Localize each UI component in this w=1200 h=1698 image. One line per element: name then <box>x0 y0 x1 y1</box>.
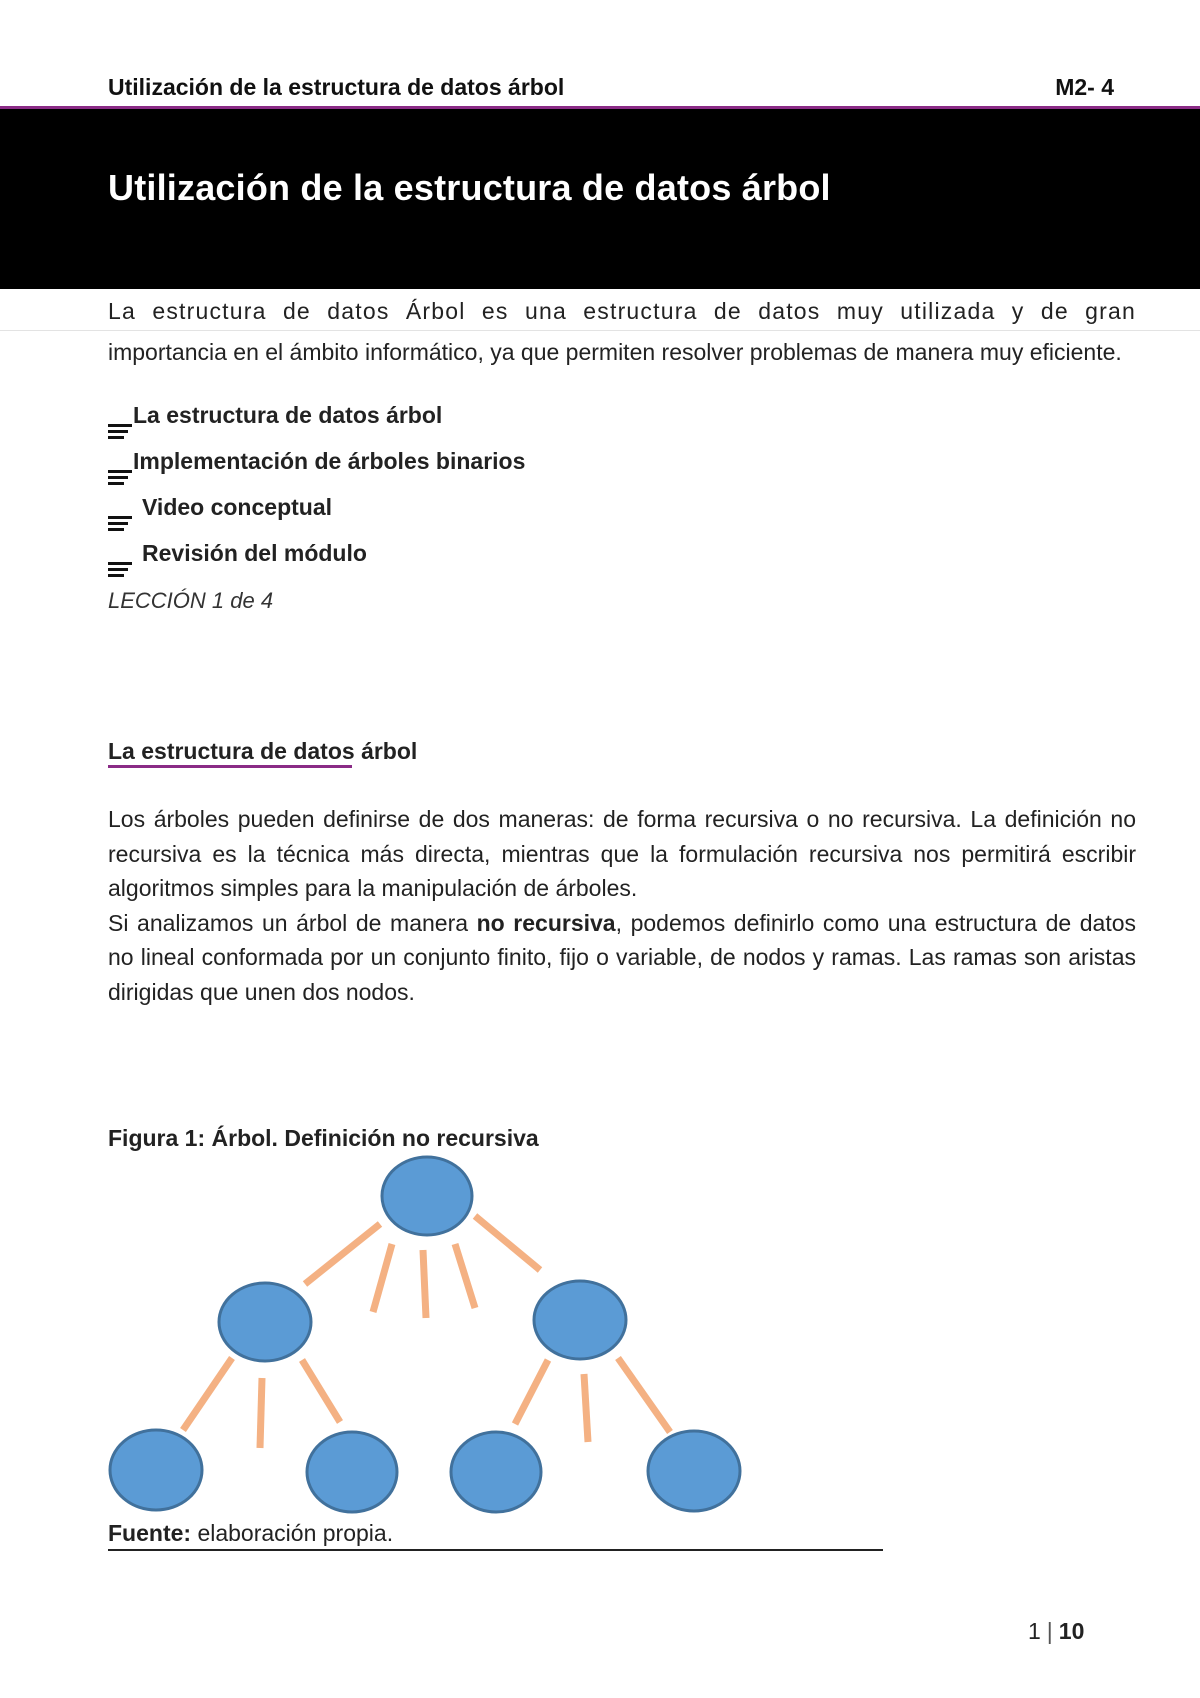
tree-edge <box>302 1360 340 1422</box>
tree-edge <box>183 1358 232 1430</box>
tree-edge <box>373 1244 392 1312</box>
page-separator: | <box>1046 1618 1053 1644</box>
page-title: Utilización de la estructura de datos árbol <box>108 167 831 208</box>
tree-node-leaf <box>110 1430 202 1510</box>
intro-line-1: La estructura de datos Árbol es una estructura de datos muy utilizada y de gran <box>108 298 1136 324</box>
tree-edge <box>305 1224 380 1284</box>
page-current: 1 <box>1028 1618 1041 1644</box>
para2-part-a: Si analizamos un árbol de manera <box>108 909 477 936</box>
tree-edge <box>455 1244 475 1308</box>
tree-edge <box>475 1216 540 1270</box>
lesson-item-label: Implementación de árboles binarios <box>133 448 526 474</box>
tree-node-root <box>382 1157 472 1235</box>
body-paragraph-1: Los árboles pueden definirse de dos maneras: de forma recursiva o no recursiva. La definición no recursiva es la técnica más directa, mientras que la formulación recursiva nos permitirá escribir algoritmos simples para la manipulación de árboles. <box>108 806 1136 901</box>
tree-edge <box>618 1358 670 1432</box>
figure-caption: Figura 1: Árbol. Definición no recursiva <box>108 1125 539 1151</box>
running-header-code: M2- 4 <box>1055 74 1114 100</box>
source-text: elaboración propia. <box>191 1520 394 1546</box>
tree-node-left <box>219 1283 311 1361</box>
tree-edge <box>260 1378 262 1448</box>
tree-node-right <box>534 1281 626 1359</box>
tree-node-leaf <box>307 1432 397 1512</box>
tree-node-leaf <box>451 1432 541 1512</box>
tree-edge <box>423 1250 426 1318</box>
running-header-title: Utilización de la estructura de datos árbol <box>108 74 565 100</box>
page-total: 10 <box>1058 1618 1085 1644</box>
tree-edge <box>584 1374 588 1442</box>
lesson-counter: LECCIÓN 1 de 4 <box>108 588 274 613</box>
lesson-item-label: Revisión del módulo <box>142 540 367 566</box>
para2-bold: no recursiva <box>476 909 616 936</box>
page-number <box>1028 1618 1084 1645</box>
section-heading: La estructura de datos árbol <box>108 738 418 764</box>
intro-line-rest: importancia en el ámbito informático, ya que permiten resolver problemas de manera muy eficiente. <box>108 339 1122 365</box>
figure-source <box>108 1520 393 1547</box>
lesson-item-label: La estructura de datos árbol <box>133 402 443 428</box>
para2-part-b: , podemos definirlo como una estructura de datos no lineal conformada por un conjunto finito, fijo o variable, de nodos y ramas. Las ramas son aristas dirigidas que unen dos nodos. <box>108 909 1137 1005</box>
source-rule <box>108 1549 883 1551</box>
lesson-item-label: Video conceptual <box>142 494 333 520</box>
tree-node-leaf <box>648 1431 740 1511</box>
source-label: Fuente: <box>108 1520 192 1546</box>
tree-edge <box>515 1360 548 1424</box>
